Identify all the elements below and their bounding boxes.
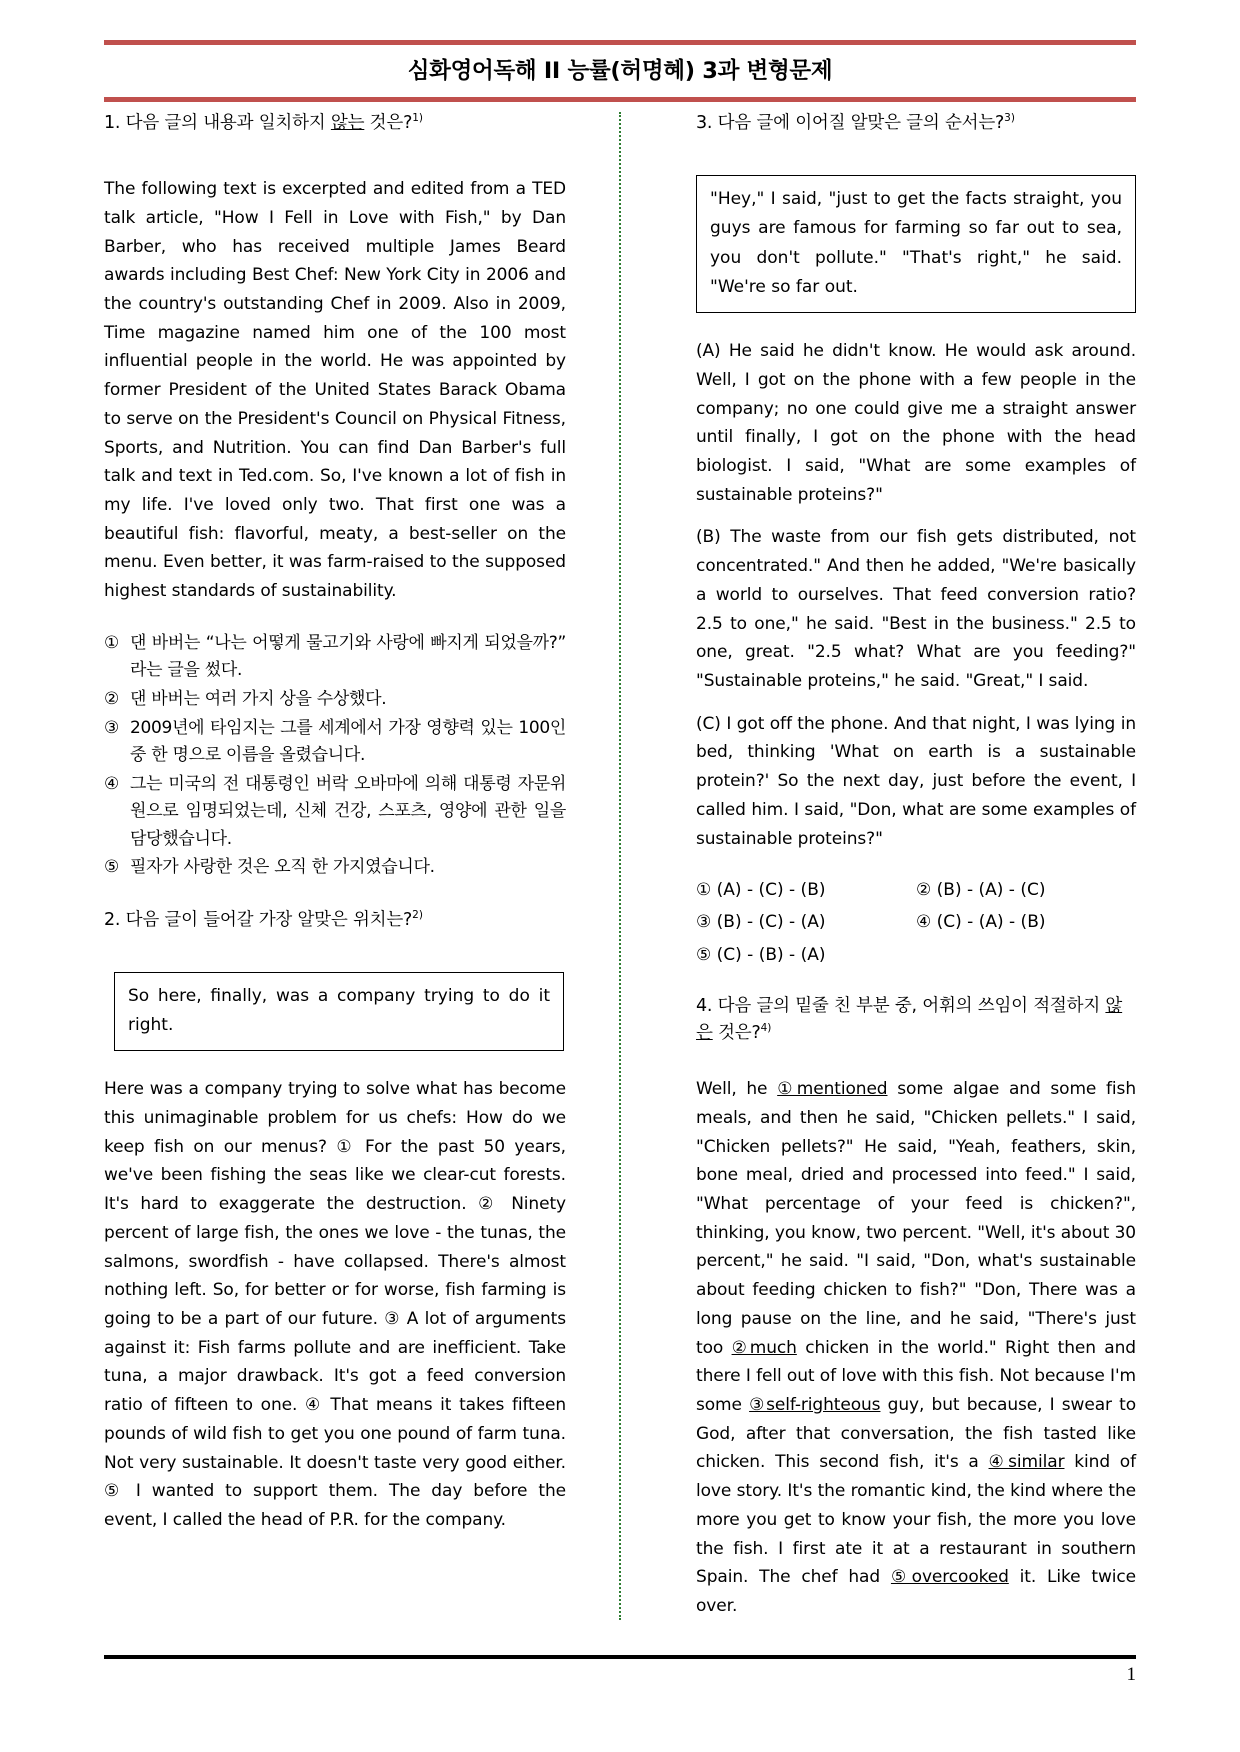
underlined-choice-word[interactable]: ③self-righteous bbox=[749, 1395, 881, 1415]
header-rule-bottom bbox=[104, 97, 1136, 102]
choice-label: 댄 바버는 “나는 어떻게 물고기와 사랑에 빠지게 되었을까?” 라는 글을 썼다. bbox=[130, 632, 566, 681]
footer-rule bbox=[104, 1655, 1136, 1659]
question-4-footnote: 4) bbox=[760, 1022, 772, 1035]
question-4-passage bbox=[696, 1075, 1136, 1621]
question-1-heading bbox=[104, 110, 566, 137]
underlined-choice-word[interactable]: ⑤overcooked bbox=[890, 1567, 1009, 1588]
spacer bbox=[696, 509, 1136, 523]
spacer bbox=[104, 1051, 566, 1075]
question-4-prompt-underlined: 않은 bbox=[696, 995, 1123, 1043]
spacer bbox=[104, 883, 566, 907]
two-column-body bbox=[104, 110, 1136, 1620]
spacer bbox=[104, 606, 566, 630]
question-2-prompt: 다음 글이 들어갈 가장 알맞은 위치는? bbox=[125, 909, 413, 930]
choice-marker: ③ bbox=[104, 717, 119, 738]
underlined-choice-word[interactable]: ①mentioned bbox=[777, 1079, 888, 1100]
question-3-paragraph-b: (B) The waste from our fish gets distributed, not concentrated." And then he added, "We're basically a world to ourselves. That feed conversion ratio? 2.5 to one," he said. "Best in the business." 2.5 to one, great. "2.5 what? What are you feeding?" "Sustainable proteins," he said. "Great," I said. bbox=[696, 527, 1136, 691]
question-3-paragraph-c: (C) I got off the phone. And that night, I was lying in bed, thinking 'What on earth is a sustainable protein?' So the next day, just before the event, I called him. I said, "Don, what are some examples of sustainable proteins?" bbox=[696, 713, 1136, 849]
choice-marker: ② bbox=[104, 688, 119, 709]
dotted-divider-line bbox=[619, 112, 621, 1620]
passage-text-run: guy, but because, I swear to God, after that conversation, the fish tasted like chicken. This second fish, it's a bbox=[696, 1395, 1137, 1473]
spacer bbox=[104, 938, 566, 972]
question-3-paragraph-a: (A) He said he didn't know. He would ask around. Well, I got on the phone with a few people in the company; no one could give me a straight answer until finally, I got on the phone with the head biologist. I said, "What are some examples of sustainable proteins?" bbox=[696, 341, 1136, 505]
question-4-number: 4. bbox=[696, 995, 713, 1016]
spacer bbox=[696, 141, 1136, 175]
question-1-number: 1. bbox=[104, 113, 121, 133]
question-1-passage: The following text is excerpted and edited from a TED talk article, "How I Fell in Love with Fish," by Dan Barber, who has received multiple James Beard awards including Best Chef: New York City in 2006 and the country's outstanding Chef in 2009. Also in 2009, Time magazine named him one of the 100 most influential people in the world. He was appointed by former President of the United States Barack Obama to serve on the President's Council on Physical Fitness, Sports, and Nutrition. You can find Dan Barber's full talk and text in Ted.com. So, I've known a lot of fish in my life. I've loved only two. That first one was a beautiful fish: flavorful, meaty, a best-seller on the menu. Even better, it was farm-raised to the supposed highest standards of sustainability. bbox=[104, 179, 566, 602]
question-3-prompt: 다음 글에 이어질 알맞은 글의 순서는? bbox=[717, 113, 1005, 133]
question-2-heading bbox=[104, 907, 566, 934]
question-3-heading bbox=[696, 110, 1136, 137]
page-number: 1 bbox=[1126, 1664, 1136, 1685]
question-3-choices bbox=[696, 877, 1136, 969]
choice-label: 2009년에 타임지는 그를 세계에서 가장 영향력 있는 100인 중 한 명으로 이름을 올렸습니다. bbox=[130, 717, 566, 766]
question-3-footnote: 3) bbox=[1004, 112, 1015, 125]
spacer bbox=[696, 969, 1136, 993]
spacer bbox=[696, 313, 1136, 337]
passage-text-run: kind of love story. It's the romantic kind, the kind where the more you get to know your fish, the more you love the fish. I first ate it at a restaurant in southern Spain. The chef had bbox=[696, 1452, 1136, 1588]
choice-marker: ⑤ bbox=[104, 857, 119, 878]
right-column bbox=[662, 110, 1136, 1620]
column-divider bbox=[578, 110, 662, 1620]
question-3-boxed-passage: "Hey," I said, "just to get the facts straight, you guys are famous for farming so far out to sea, you don't pollute." "That's right," he said. "We're so far out. bbox=[696, 175, 1136, 313]
question-2-boxed-passage: So here, finally, was a company trying to do it right. bbox=[114, 972, 564, 1051]
choice-label: 그는 미국의 전 대통령인 버락 오바마에 의해 대통령 자문위원으로 임명되었는데, 신체 건강, 스포츠, 영양에 관한 일을 담당했습니다. bbox=[130, 773, 566, 849]
passage-text-run: Well, he bbox=[696, 1079, 778, 1100]
choice-marker: ① bbox=[104, 632, 119, 653]
passage-text-run: it. Like twice over. bbox=[696, 1567, 1136, 1617]
choice-label: 필자가 사랑한 것은 오직 한 가지였습니다. bbox=[130, 857, 435, 878]
question-2-footnote: 2) bbox=[412, 908, 423, 921]
underlined-choice-word[interactable]: ④similar bbox=[988, 1452, 1065, 1473]
document-header bbox=[104, 40, 1136, 102]
question-1-prompt-before: 다음 글의 내용과 일치하지 bbox=[125, 113, 331, 133]
passage-text-run: chicken in the world." Right then and there I fell out of love with this fish. Not because I'm some bbox=[696, 1337, 1136, 1415]
choice-item[interactable]: ① (A) - (C) - (B) bbox=[696, 880, 826, 901]
passage-text-run: some algae and some fish meals, and then he said, "Chicken pellets." I said, "Chicken pellets?" He said, "Yeah, feathers, skin, bone meal, dried and processed into feed." I said, "What percentage of your feed is chicken?", thinking, you know, two percent. "Well, it's about 30 percent," he said. "I said, "Don, what's sustainable about feeding chicken to fish?" "Don, There was a long pause on the line, and he said, "There's just too bbox=[696, 1079, 1136, 1358]
question-2-passage: Here was a company trying to solve what has become this unimaginable problem for us chefs: How do we keep fish on our menus? ① For the past 50 years, we've been fishing the seas like we clear-cut forests. It's hard to exaggerate the destruction. ② Ninety percent of large fish, the ones we love - the tunas, the salmons, swordfish - have collapsed. There's almost nothing left. So, for better or for worse, fish farming is going to be a part of our future. ③ A lot of arguments against it: Fish farms pollute and are inefficient. Take tuna, a major drawback. It's got a feed conversion ratio of fifteen to one. ④ That means it takes fifteen pounds of wild fish to get you one pound of farm tuna. Not very sustainable. It doesn't taste very good either. ⑤ I wanted to support them. The day before the event, I called the head of P.R. for the company. bbox=[104, 1079, 566, 1531]
spacer bbox=[696, 1051, 1136, 1075]
underlined-choice-word[interactable]: ②much bbox=[731, 1337, 797, 1358]
question-1-prompt-after: 것은? bbox=[364, 113, 413, 133]
choice-item[interactable]: ⑤ (C) - (B) - (A) bbox=[696, 944, 826, 965]
question-4-prompt-after: 것은? bbox=[712, 1022, 761, 1043]
spacer bbox=[696, 853, 1136, 877]
question-4-prompt-line1: 다음 글의 밑줄 친 부분 중, 어휘의 쓰임이 적절하지 bbox=[717, 995, 1101, 1016]
choice-item[interactable] bbox=[104, 630, 566, 685]
spacer bbox=[696, 696, 1136, 710]
choice-item[interactable]: ③ (B) - (C) - (A) bbox=[696, 912, 826, 933]
choice-marker: ④ bbox=[104, 773, 119, 794]
question-1-prompt-underlined: 않는 bbox=[330, 113, 365, 133]
choice-item[interactable] bbox=[104, 854, 566, 882]
question-1-choices bbox=[104, 630, 566, 882]
choice-label: 댄 바버는 여러 가지 상을 수상했다. bbox=[130, 688, 387, 709]
question-1-footnote: 1) bbox=[412, 112, 423, 125]
choice-item[interactable] bbox=[104, 686, 566, 714]
choice-item[interactable]: ④ (C) - (A) - (B) bbox=[916, 912, 1046, 933]
question-4-heading bbox=[696, 993, 1136, 1047]
spacer bbox=[104, 141, 566, 175]
page-title: 심화영어독해 II 능률(허명혜) 3과 변형문제 bbox=[407, 58, 833, 84]
left-column bbox=[104, 110, 578, 1620]
choice-item[interactable]: ② (B) - (A) - (C) bbox=[916, 880, 1046, 901]
choice-item[interactable] bbox=[104, 715, 566, 770]
question-2-number: 2. bbox=[104, 909, 121, 930]
question-3-number: 3. bbox=[696, 113, 713, 133]
choice-item[interactable] bbox=[104, 771, 566, 854]
